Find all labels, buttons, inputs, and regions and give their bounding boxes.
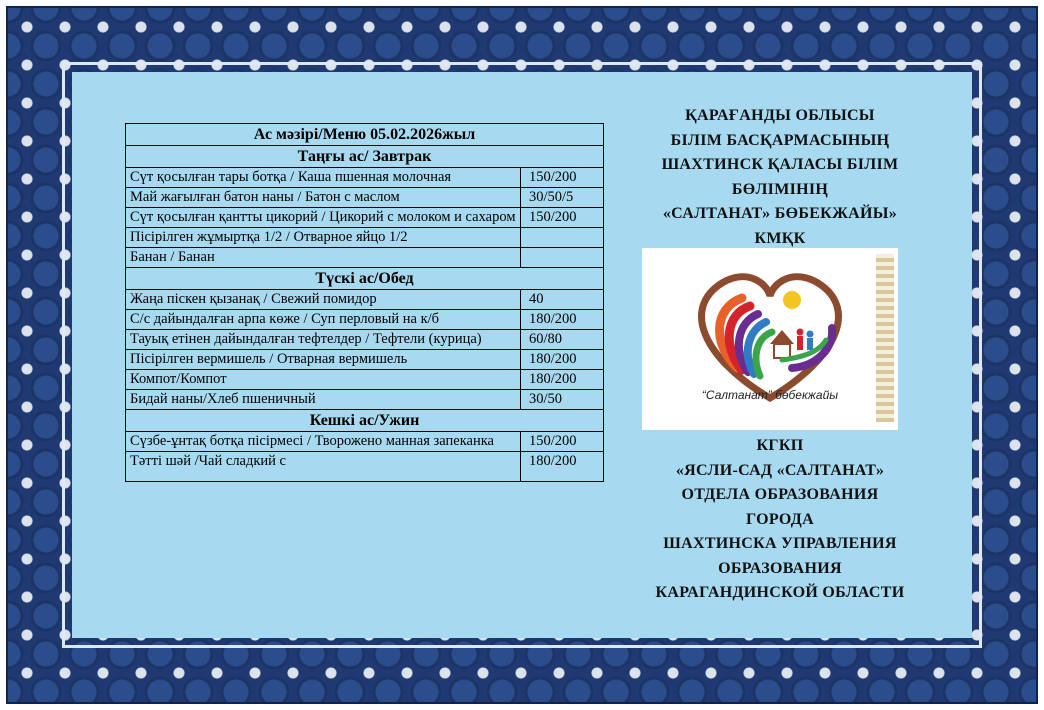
table-row bbox=[126, 168, 604, 188]
table-row bbox=[126, 350, 604, 370]
table-row bbox=[126, 188, 604, 208]
qty-cell: 30/50/5 bbox=[521, 188, 604, 208]
section-header-breakfast: Таңғы ас/ Завтрак bbox=[126, 146, 604, 168]
qty-cell: 150/200 bbox=[521, 168, 604, 188]
dish-cell: Бидай наны/Хлеб пшеничный bbox=[126, 390, 521, 410]
dish-cell: Пісірілген жұмыртқа 1/2 / Отварное яйцо 1/2 bbox=[126, 228, 521, 248]
table-row bbox=[126, 290, 604, 310]
menu-title: Ас мәзірі/Меню 05.02.2026жыл bbox=[126, 124, 604, 146]
kindergarten-logo bbox=[642, 248, 898, 430]
org-ru-line: КАРАГАНДИНСКОЙ ОБЛАСТИ bbox=[655, 584, 905, 601]
qty-cell: 60/80 bbox=[521, 330, 604, 350]
org-name-kazakh bbox=[625, 104, 935, 251]
dish-cell: Банан / Банан bbox=[126, 248, 521, 268]
org-ru-line: КГКП bbox=[756, 437, 804, 454]
qty-cell: 30/50 bbox=[521, 390, 604, 410]
dish-cell: С/с дайындалған арпа көже / Суп перловый на к/б bbox=[126, 310, 521, 330]
table-row bbox=[126, 390, 604, 410]
org-ru-line: ГОРОДА bbox=[746, 510, 814, 528]
menu-table bbox=[125, 123, 604, 482]
table-row bbox=[126, 228, 604, 248]
org-ru-line: ОТДЕЛА ОБРАЗОВАНИЯ bbox=[681, 486, 879, 503]
dish-cell: Май жағылған батон наны / Батон с маслом bbox=[126, 188, 521, 208]
section-header-lunch: Түскі ас/Обед bbox=[126, 268, 604, 290]
qty-cell bbox=[521, 228, 604, 248]
table-row bbox=[126, 432, 604, 452]
table-row bbox=[126, 370, 604, 390]
table-row bbox=[126, 330, 604, 350]
dish-cell: Компот/Компот bbox=[126, 370, 521, 390]
content-panel bbox=[72, 72, 972, 638]
table-row bbox=[126, 208, 604, 228]
org-ru-line: «ЯСЛИ-САД «САЛТАНАТ» bbox=[675, 461, 885, 479]
section-header-row bbox=[126, 268, 604, 290]
logo-caption: “Салтанат” бөбекжайы bbox=[701, 388, 839, 402]
dish-cell: Сүт қосылған қантты цикорий / Цикорий с молоком и сахаром bbox=[126, 208, 521, 228]
org-kz-line: КМҚК bbox=[754, 229, 806, 247]
section-header-row bbox=[126, 410, 604, 432]
dish-cell: Пісірілген вермишель / Отварная вермишель bbox=[126, 350, 521, 370]
org-kz-line: ШАХТИНСК ҚАЛАСЫ БІЛІМ bbox=[661, 156, 899, 173]
dish-cell: Сүт қосылған тары ботқа / Каша пшенная молочная bbox=[126, 168, 521, 188]
qty-cell: 180/200 bbox=[521, 370, 604, 390]
logo-heart-icon bbox=[642, 248, 898, 430]
section-header-dinner: Кешкі ас/Ужин bbox=[126, 410, 604, 432]
qty-cell: 150/200 bbox=[521, 432, 604, 452]
org-kz-line: БІЛІМ БАСҚАРМАСЫНЫҢ bbox=[670, 131, 890, 149]
org-kz-line: «САЛТАНАТ» БӨБЕКЖАЙЫ» bbox=[662, 205, 898, 222]
dish-cell: Жаңа піскен қызанақ / Свежий помидор bbox=[126, 290, 521, 310]
org-ru-line: ОБРАЗОВАНИЯ bbox=[718, 559, 842, 577]
org-kz-line: ҚАРАҒАНДЫ ОБЛЫСЫ bbox=[685, 107, 875, 124]
qty-cell: 150/200 bbox=[521, 208, 604, 228]
dish-cell: Тауық етінен дайындалған тефтелдер / Тефтели (курица) bbox=[126, 330, 521, 350]
org-name-russian bbox=[625, 434, 935, 606]
table-row bbox=[126, 248, 604, 268]
qty-cell: 40 bbox=[521, 290, 604, 310]
section-header-row bbox=[126, 146, 604, 168]
org-kz-line: БӨЛІМІНІҢ bbox=[731, 180, 829, 198]
qty-cell bbox=[521, 248, 604, 268]
dish-cell: Тәтті шәй /Чай сладкий с bbox=[126, 452, 521, 482]
org-ru-line: ШАХТИНСКА УПРАВЛЕНИЯ bbox=[663, 535, 897, 552]
table-row bbox=[126, 452, 604, 482]
qty-cell: 180/200 bbox=[521, 350, 604, 370]
qty-cell: 180/200 bbox=[521, 310, 604, 330]
table-row bbox=[126, 310, 604, 330]
qty-cell: 180/200 bbox=[521, 452, 604, 482]
menu-title-row bbox=[126, 124, 604, 146]
dish-cell: Сүзбе-ұнтақ ботқа пісірмесі / Творожено манная запеканка bbox=[126, 432, 521, 452]
